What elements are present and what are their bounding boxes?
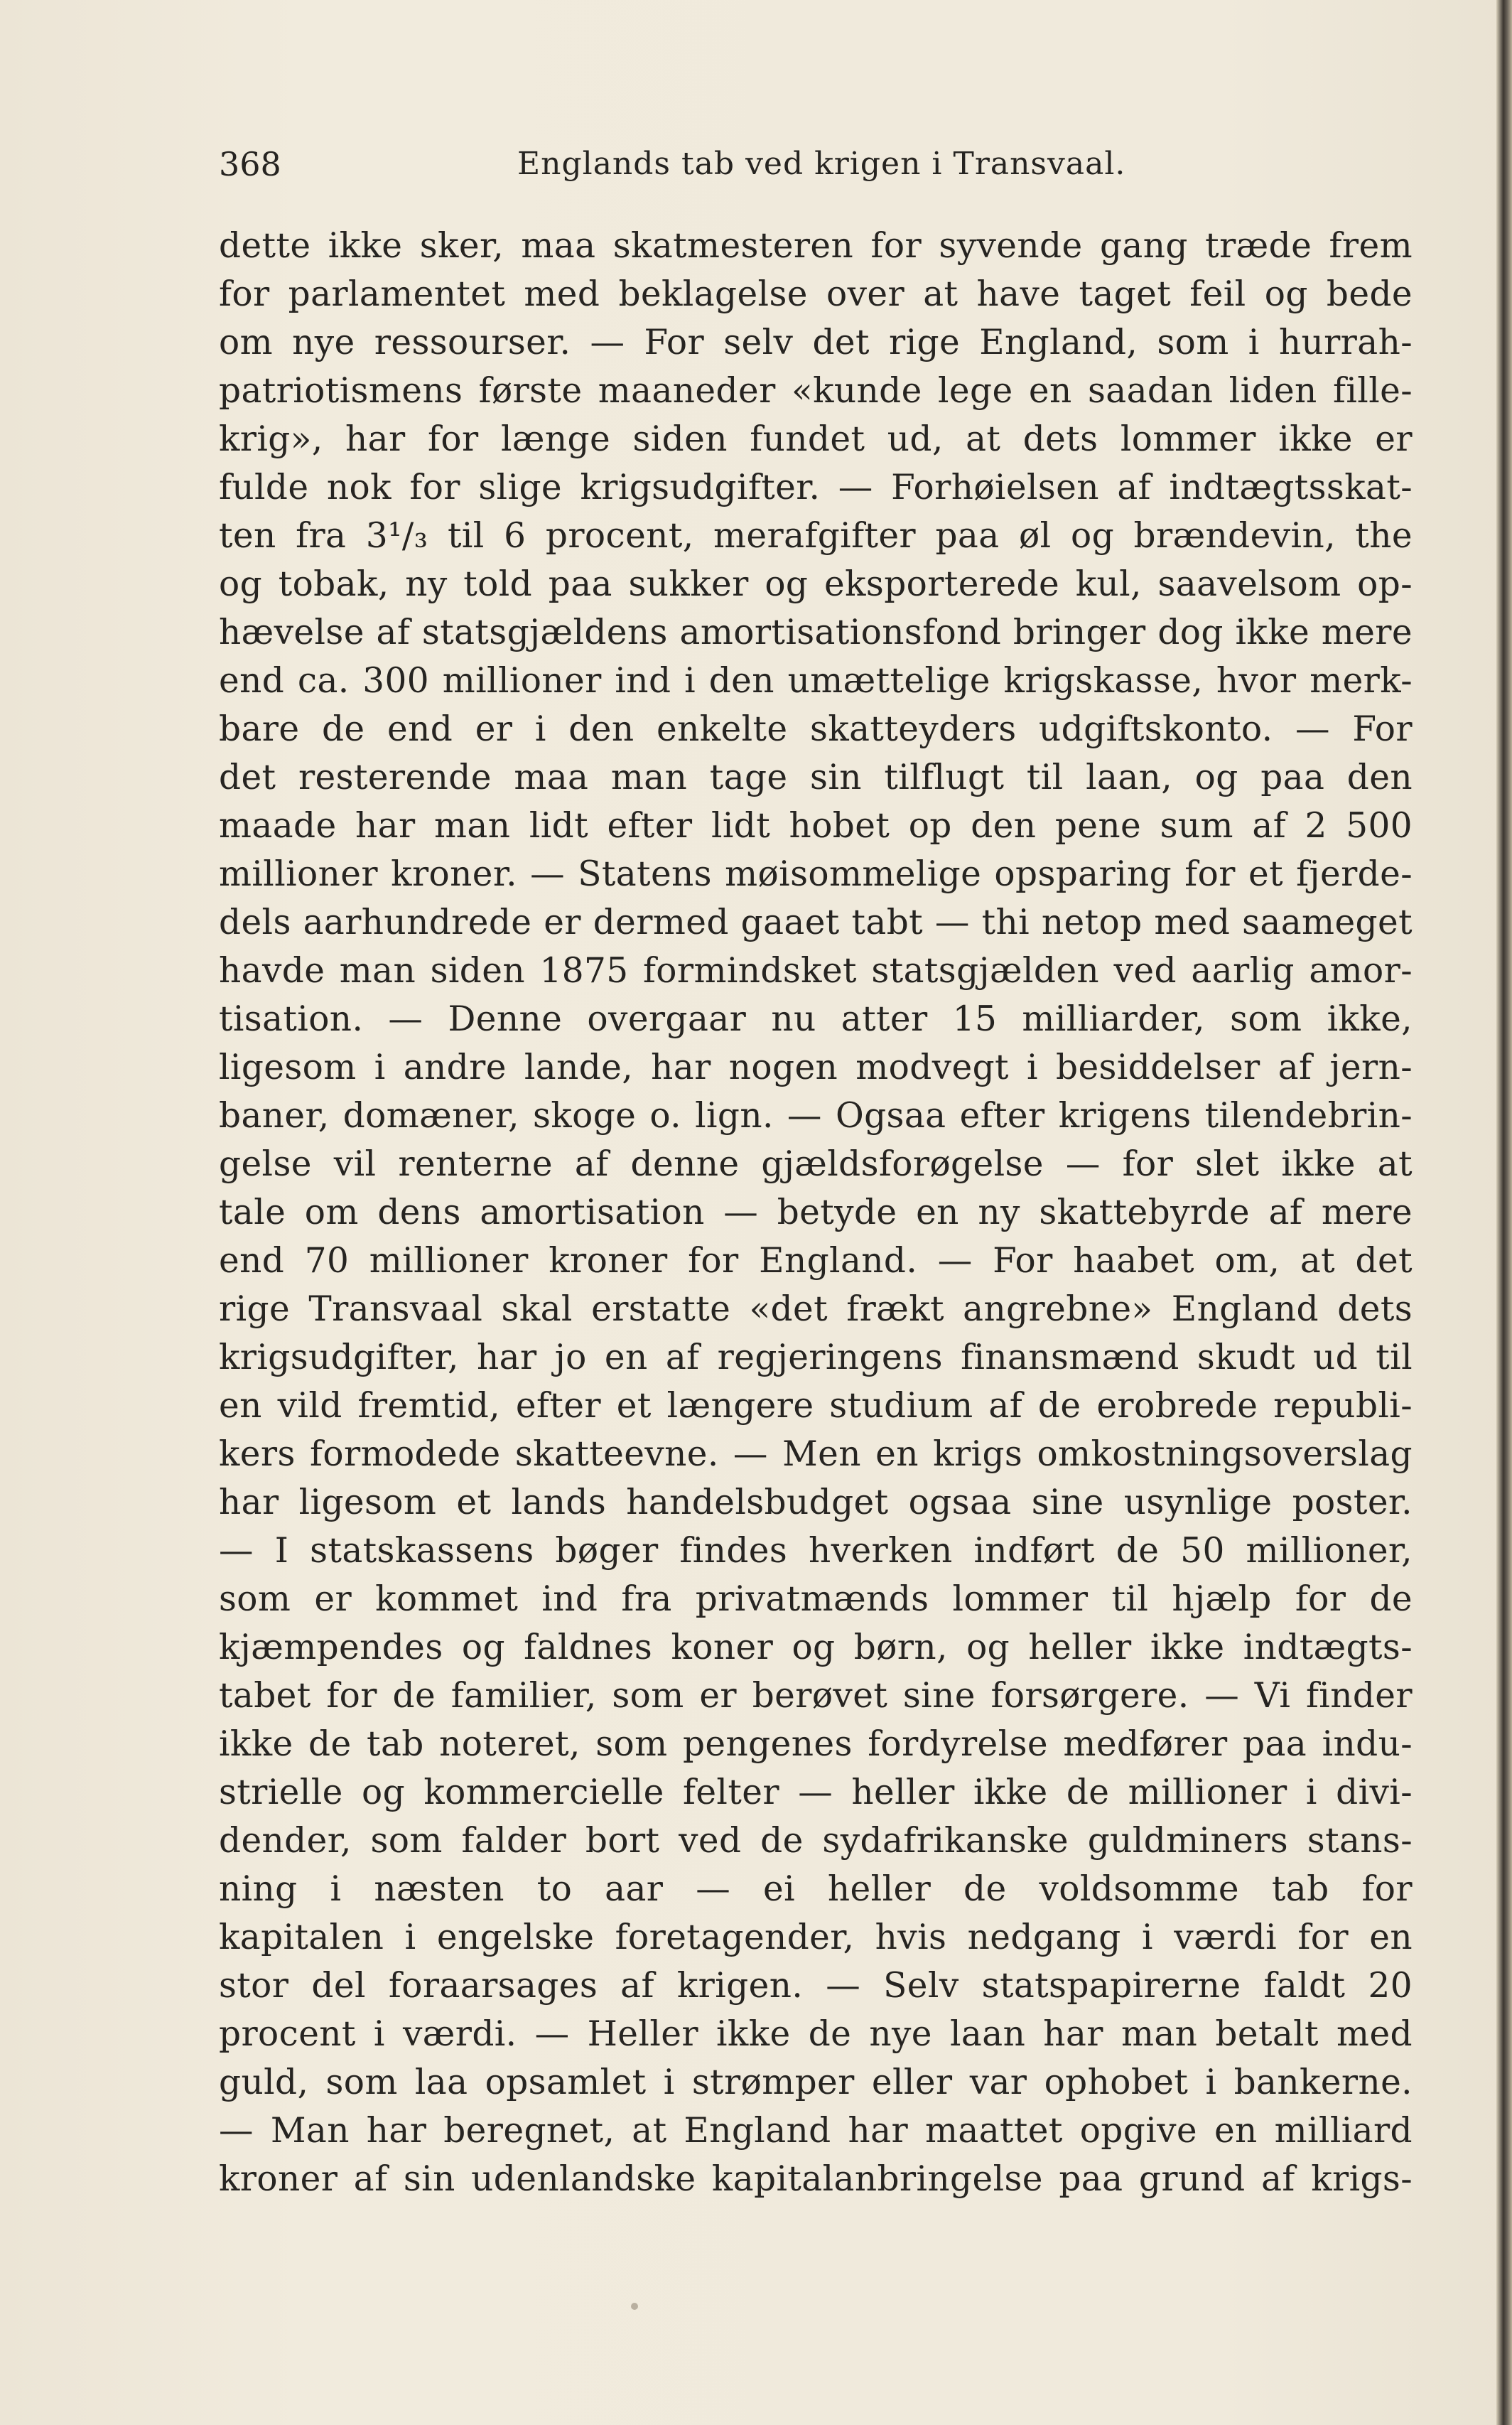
text-line: procent i værdi. — Heller ikke de nye laan har man betalt med <box>219 2014 1413 2054</box>
text-line: end ca. 300 millioner ind i den umættelige krigskasse, hvor merk- <box>219 661 1413 701</box>
text-line: ning i næsten to aar — ei heller de voldsomme tab for <box>219 1869 1413 1909</box>
text-line: kapitalen i engelske foretagender, hvis nedgang i værdi for en <box>219 1918 1413 1957</box>
text-line: gelse vil renterne af denne gjældsforøgelse — for slet ikke at <box>219 1144 1413 1184</box>
text-line: kjæmpendes og faldnes koner og børn, og heller ikke indtægts- <box>219 1628 1413 1667</box>
page-header <box>219 139 1413 189</box>
text-line: krig», har for længe siden fundet ud, at dets lommer ikke er <box>219 419 1413 459</box>
text-line: hævelse af statsgjældens amortisationsfond bringer dog ikke mere <box>219 613 1413 652</box>
text-line: for parlamentet med beklagelse over at have taget feil og bede <box>219 274 1413 314</box>
text-line: maade har man lidt efter lidt hobet op den pene sum af 2 500 <box>219 806 1413 846</box>
page-number: 368 <box>219 145 281 183</box>
text-line: havde man siden 1875 formindsket statsgjælden ved aarlig amor- <box>219 951 1413 991</box>
text-line: dels aarhundrede er dermed gaaet tabt — thi netop med saameget <box>219 903 1413 942</box>
paper-speck <box>631 2303 638 2310</box>
text-line: som er kommet ind fra privatmænds lommer til hjælp for de <box>219 1579 1413 1619</box>
text-line: ten fra 3¹/₃ til 6 procent, merafgifter paa øl og brændevin, the <box>219 516 1413 556</box>
text-line: bare de end er i den enkelte skatteyders udgiftskonto. — For <box>219 709 1413 749</box>
text-line: om nye ressourser. — For selv det rige England, som i hurrah- <box>219 323 1413 362</box>
text-line: guld, som laa opsamlet i strømper eller var ophobet i bankerne. <box>219 2063 1413 2102</box>
text-line: det resterende maa man tage sin tilflugt til laan, og paa den <box>219 758 1413 797</box>
text-line: baner, domæner, skoge o. lign. — Ogsaa efter krigens tilendebrin- <box>219 1096 1413 1136</box>
text-line: krigsudgifter, har jo en af regjeringens finansmænd skudt ud til <box>219 1338 1413 1377</box>
text-line: — I statskassens bøger findes hverken indført de 50 millioner, <box>219 1531 1413 1571</box>
text-line: en vild fremtid, efter et længere studium af de erobrede republi- <box>219 1386 1413 1426</box>
text-line: dender, som falder bort ved de sydafrikanske guldminers stans- <box>219 1821 1413 1861</box>
text-line: tabet for de familier, som er berøvet sine forsørgere. — Vi finder <box>219 1676 1413 1716</box>
text-line: og tobak, ny told paa sukker og eksporterede kul, saavelsom op- <box>219 564 1413 604</box>
text-line: end 70 millioner kroner for England. — For haabet om, at det <box>219 1241 1413 1281</box>
page-edge-binding <box>1496 0 1512 2425</box>
text-line: dette ikke sker, maa skatmesteren for syvende gang træde frem <box>219 226 1413 266</box>
text-line: kroner af sin udenlandske kapitalanbringelse paa grund af krigs- <box>219 2159 1413 2199</box>
text-line: — Man har beregnet, at England har maattet opgive en milliard <box>219 2111 1413 2151</box>
text-line: har ligesom et lands handelsbudget ogsaa sine usynlige poster. <box>219 1483 1413 1522</box>
text-line: rige Transvaal skal erstatte «det frækt angrebne» England dets <box>219 1289 1413 1329</box>
text-line: stor del foraarsages af krigen. — Selv statspapirerne faldt 20 <box>219 1966 1413 2006</box>
text-line: millioner kroner. — Statens møisommelige opsparing for et fjerde- <box>219 854 1413 894</box>
text-line: tale om dens amortisation — betyde en ny skattebyrde af mere <box>219 1193 1413 1232</box>
running-title: Englands tab ved krigen i Transvaal. <box>517 146 1126 182</box>
text-line: ligesom i andre lande, har nogen modvegt i besiddelser af jern- <box>219 1048 1413 1087</box>
text-line: ikke de tab noteret, som pengenes fordyrelse medfører paa indu- <box>219 1724 1413 1764</box>
text-line: tisation. — Denne overgaar nu atter 15 milliarder, som ikke, <box>219 999 1413 1039</box>
text-line: patriotismens første maaneder «kunde lege en saadan liden fille- <box>219 371 1413 411</box>
text-line: strielle og kommercielle felter — heller ikke de millioner i divi- <box>219 1773 1413 1812</box>
text-line: fulde nok for slige krigsudgifter. — Forhøielsen af indtægtsskat- <box>219 468 1413 507</box>
body-text <box>219 222 1413 2203</box>
text-line: kers formodede skatteevne. — Men en krigs omkostningsoverslag <box>219 1434 1413 1474</box>
